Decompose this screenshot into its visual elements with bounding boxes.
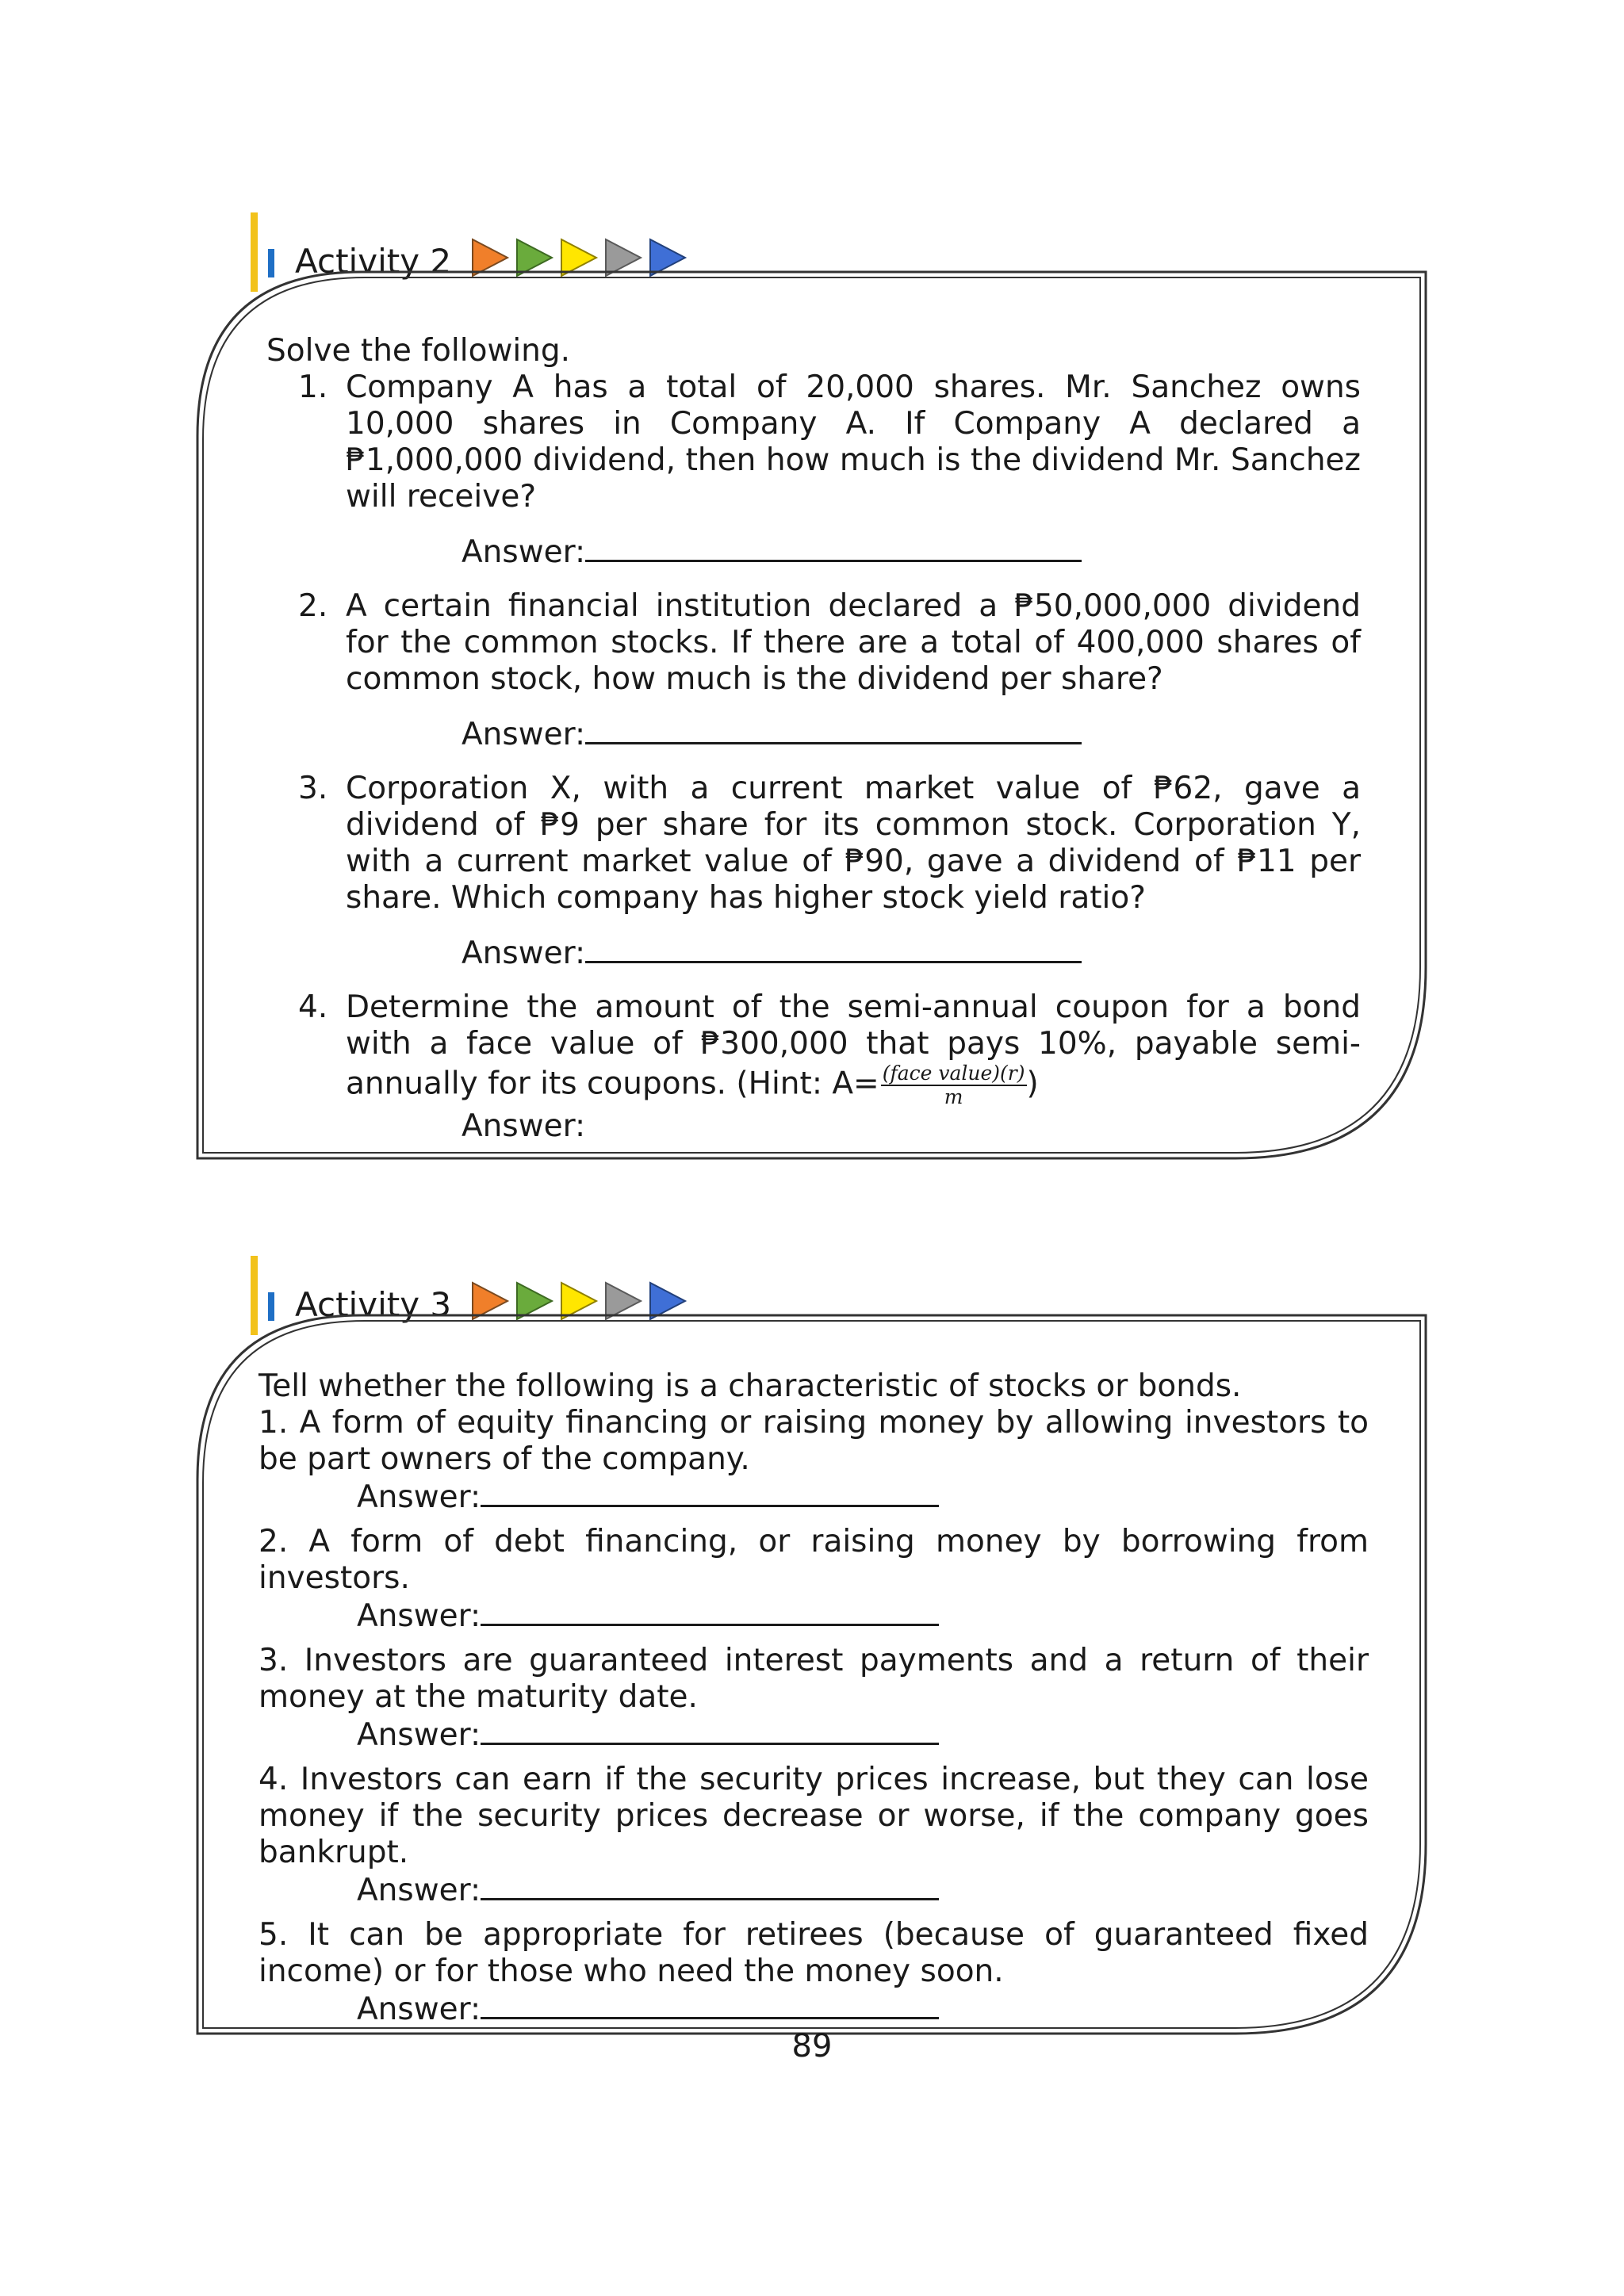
activity2-content (266, 333, 1361, 1145)
question-number: 3. (298, 771, 328, 806)
activity3-title: Activity 3 (295, 1285, 452, 1324)
answer-label: Answer: (357, 1717, 481, 1753)
answer-blank[interactable] (585, 715, 1082, 744)
question-text: Company A has a total of 20,000 shares. Mr. Sanchez owns 10,000 shares in Company A. If Company A declared a ₱1,000,000 dividend, then how much is the dividend Mr. Sanchez will receive? (346, 369, 1361, 515)
question-text (346, 989, 1361, 1108)
question-1 (266, 369, 1361, 515)
question-number: 1. (298, 369, 328, 405)
activity3-item-1: 1. A form of equity financing or raising money by allowing investors to be part owners of the company. (259, 1405, 1369, 1477)
activity3-item-4: 4. Investors can earn if the security prices increase, but they can lose money if the security prices decrease or worse, if the company goes bankrupt. (259, 1762, 1369, 1870)
activity3-content (259, 1368, 1369, 2028)
page-number: 89 (791, 2028, 833, 2064)
activity2-instruction: Solve the following. (266, 333, 571, 369)
question-number: 2. (298, 588, 328, 624)
answer-blank[interactable] (481, 1990, 939, 2019)
answer-blank[interactable] (481, 1597, 939, 1626)
answer-blank[interactable] (481, 1478, 939, 1507)
question-number: 4. (298, 989, 328, 1025)
activity3-answer-2[interactable] (259, 1597, 1369, 1635)
question-4 (266, 989, 1361, 1108)
activity3-item-3: 3. Investors are guaranteed interest payments and a return of their money at the maturity date. (259, 1643, 1369, 1715)
activity3-answer-1[interactable] (259, 1478, 1369, 1516)
answer-label: Answer: (462, 534, 586, 570)
answer-line-1[interactable] (266, 533, 1361, 571)
hint-numerator: (face value)(r) (882, 1062, 1025, 1085)
question-3 (266, 771, 1361, 916)
answer-blank[interactable] (481, 1871, 939, 1900)
answer-line-4[interactable] (266, 1108, 1361, 1145)
answer-label: Answer: (462, 717, 586, 752)
activity3-answer-4[interactable] (259, 1871, 1369, 1909)
answer-line-3[interactable] (266, 934, 1361, 972)
question-text: Corporation X, with a current market value of ₱62, gave a dividend of ₱9 per share for its common stock. Corporation Y, with a current market value of ₱90, gave a dividend of ₱11 per share. Which company has higher stock yield ratio? (346, 771, 1361, 916)
answer-label: Answer: (357, 1598, 481, 1634)
answer-blank[interactable] (585, 533, 1082, 562)
answer-line-2[interactable] (266, 715, 1361, 753)
activity3-item-5: 5. It can be appropriate for retirees (because of guaranteed fixed income) or for those who need the money soon. (259, 1917, 1369, 1989)
activity3-instruction: Tell whether the following is a characteristic of stocks or bonds. (259, 1368, 1242, 1404)
question-text: A certain financial institution declared a ₱50,000,000 dividend for the common stocks. If there are a total of 400,000 shares of common stock, how much is the dividend per share? (346, 588, 1361, 697)
answer-label: Answer: (357, 1873, 481, 1908)
hint-close: ) (1026, 1066, 1039, 1102)
answer-blank[interactable] (585, 934, 1082, 963)
answer-label: Answer: (357, 1992, 481, 2027)
answer-blank[interactable] (481, 1716, 939, 1745)
activity3-item-2: 2. A form of debt financing, or raising money by borrowing from investors. (259, 1524, 1369, 1596)
answer-label: Answer: (462, 1108, 586, 1144)
activity3-answer-5[interactable] (259, 1990, 1369, 2028)
activity3-answer-3[interactable] (259, 1716, 1369, 1754)
answer-label: Answer: (462, 936, 586, 971)
answer-label: Answer: (357, 1479, 481, 1515)
question-4-text: Determine the amount of the semi-annual coupon for a bond with a face value of ₱300,000 that pays 10%, payable semi-annually for its coupons. (Hint: A= (346, 989, 1361, 1102)
question-2 (266, 588, 1361, 698)
hint-fraction (881, 1062, 1027, 1108)
activity2-title: Activity 2 (295, 242, 452, 281)
hint-denominator: m (944, 1085, 963, 1108)
